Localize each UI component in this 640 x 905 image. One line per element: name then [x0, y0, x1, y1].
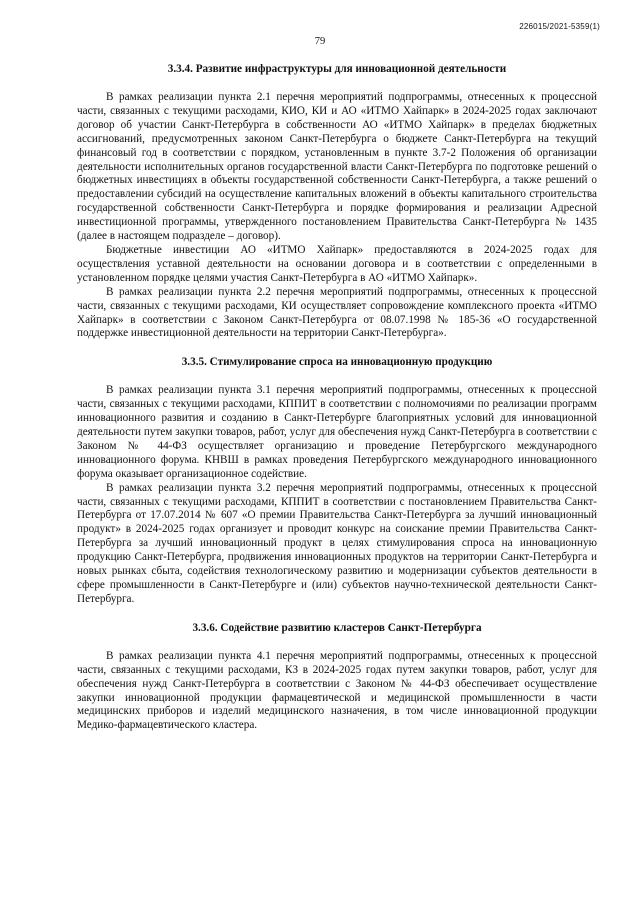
- page-number: 79: [314, 36, 326, 47]
- document-body: [77, 62, 597, 733]
- section-heading-3-3-4: 3.3.4. Развитие инфраструктуры для инновационной деятельности: [167, 63, 507, 75]
- paragraph: В рамках реализации пункта 2.1 перечня мероприятий подпрограммы, отнесенных к процессной части, связанных с текущими расходами, КИО, КИ и АО «ИТМО Хайпарк» в 2024-2025 годах заключают договор об участии Санкт-Петербурга в собственности АО «ИТМО Хайпарк» в пределах бюджетных ассигнований, предусмотренных законом Санкт-Петербурга о бюджете Санкт-Петербурга на текущий финансовый год в соответствии с порядком, установленным в пункте 3.7-2 Положения об организации деятельности исполнительных органов государственной власти Санкт-Петербурга по подготовке решений о бюджетных инвестициях в объекты государственной собственности Санкт-Петербурга, а также решений о предоставлении субсидий на осуществление капитальных вложений в объекты капитального строительства государственной собственности Санкт-Петербурга и порядке формирования и реализации Адресной инвестиционной программы, утвержденного постановлением Правительства Санкт-Петербурга № 1435 (далее в настоящем подразделе – договор).: [77, 91, 597, 243]
- document-registration-number: 226015/2021-5359(1): [519, 22, 600, 31]
- paragraph: В рамках реализации пункта 2.2 перечня мероприятий подпрограммы, отнесенных к процессной части, связанных с текущими расходами, КИ осуществляет сопровождение комплексного проекта «ИТМО Хайпарк» в соответствии с Законом Санкт-Петербурга от 08.07.1998 № 185-36 «О государственной поддержке инвестиционной деятельности на территории Санкт-Петербурга».: [77, 285, 597, 340]
- paragraph: Бюджетные инвестиции АО «ИТМО Хайпарк» предоставляются в 2024-2025 годах для осуществления уставной деятельности на основании договора и в соответствии с определенными в установленном порядке целями участия Санкт-Петербурга в АО «ИТМО Хайпарк».: [77, 243, 597, 284]
- paragraph: В рамках реализации пункта 4.1 перечня мероприятий подпрограммы, отнесенных к процессной части, связанных с текущими расходами, КЗ в 2024-2025 годах путем закупки товаров, работ, услуг для обеспечения нужд Санкт-Петербурга в соответствии с Законом № 44-ФЗ обеспечивает осуществление закупки инновационной продукции фармацевтической и медицинской промышленности в части медицинских приборов и изделий медицинского назначения, в том числе инновационной продукции Медико-фармацевтического кластера.: [77, 649, 597, 732]
- section-heading-3-3-6: 3.3.6. Содействие развитию кластеров Санкт-Петербурга: [192, 621, 482, 634]
- paragraph: В рамках реализации пункта 3.2 перечня мероприятий подпрограммы, отнесенных к процессной части, связанных с текущими расходами, КППИТ в соответствии с постановлением Правительства Санкт-Петербурга от 17.07.2014 № 607 «О премии Правительства Санкт-Петербурга за лучший инновационный продукт» в 2024-2025 годах организует и проводит конкурс на соискание премии Правительства Санкт-Петербурга за лучший инновационный продукт в целях стимулирования спроса на инновационную продукцию Санкт-Петербурга, продвижения инновационных продуктов на территории Санкт-Петербурга и новых рынках сбыта, содействия технологическому развитию и модернизации субъектов деятельности в сфере промышленности в Санкт-Петербурге и (или) субъектов научно-технической деятельности Санкт-Петербурга.: [77, 481, 597, 605]
- section-heading-3-3-5: 3.3.5. Стимулирование спроса на инновационную продукцию: [181, 356, 493, 369]
- paragraph: В рамках реализации пункта 3.1 перечня мероприятий подпрограммы, отнесенных к процессной части, связанных с текущими расходами, КППИТ в соответствии с полномочиями по реализации программ инновационного развития и созданию в Санкт-Петербурге благоприятных условий для инновационной деятельности путем закупки товаров, работ, услуг для обеспечения нужд Санкт-Петербурга в соответствии с Законом № 44-ФЗ осуществляет организацию и проведение Петербургского международного инновационного форума. КНВШ в рамках проведения Петербургского международного инновационного форума оказывает организационное содействие.: [77, 384, 597, 480]
